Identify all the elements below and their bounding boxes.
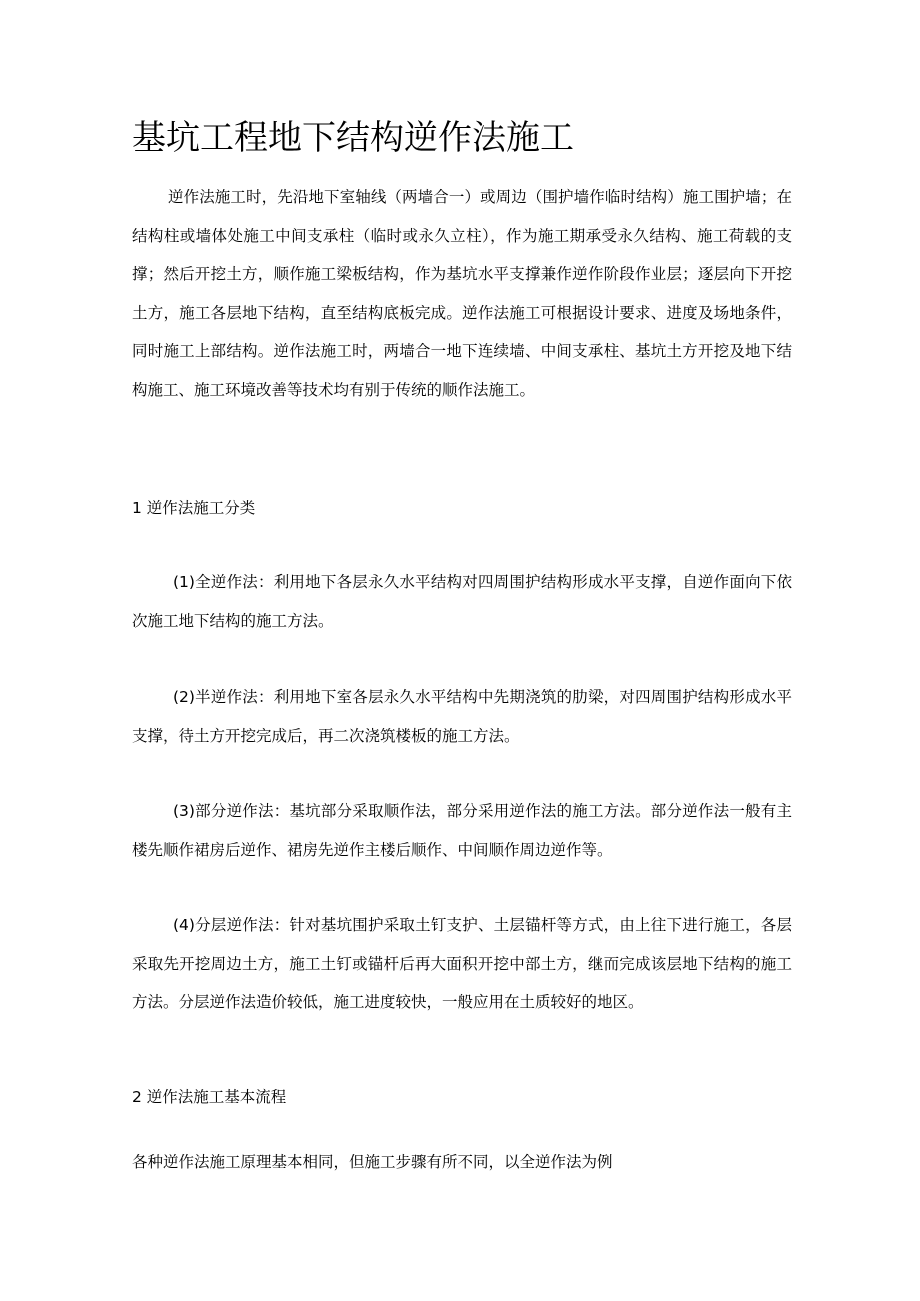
section-2-heading: 2 逆作法施工基本流程 (132, 1088, 287, 1106)
section-1-item-3: (3)部分逆作法：基坑部分采取顺作法，部分采用逆作法的施工方法。部分逆作法一般有主楼先顺作裙房后逆作、裙房先逆作主楼后顺作、中间顺作周边逆作等。 (132, 802, 792, 859)
section-1-item-2: (2)半逆作法：利用地下室各层永久水平结构中先期浇筑的肋梁，对四周围护结构形成水平支撑，待土方开挖完成后，再二次浇筑楼板的施工方法。 (132, 688, 792, 745)
page-title: 基坑工程地下结构逆作法施工 (132, 118, 574, 158)
section-1-heading: 1 逆作法施工分类 (132, 499, 256, 517)
section-1-item-1: (1)全逆作法：利用地下各层永久水平结构对四周围护结构形成水平支撑，自逆作面向下依次施工地下结构的施工方法。 (132, 573, 792, 630)
section-2-body: 各种逆作法施工原理基本相同，但施工步骤有所不同，以全逆作法为例 (132, 1153, 613, 1171)
section-1-item-4: (4)分层逆作法：针对基坑围护采取土钉支护、土层锚杆等方式，由上往下进行施工，各层采取先开挖周边土方，施工土钉或锚杆后再大面积开挖中部土方，继而完成该层地下结构的施工方法。分层逆作法造价较低，施工进度较快，一般应用在土质较好的地区。 (132, 916, 792, 1011)
intro-paragraph: 逆作法施工时，先沿地下室轴线（两墙合一）或周边（围护墙作临时结构）施工围护墙；在结构柱或墙体处施工中间支承柱（临时或永久立柱），作为施工期承受永久结构、施工荷载的支撑；然后开挖土方，顺作施工梁板结构，作为基坑水平支撑兼作逆作阶段作业层；逐层向下开挖土方，施工各层地下结构，直至结构底板完成。逆作法施工可根据设计要求、进度及场地条件，同时施工上部结构。逆作法施工时，两墙合一地下连续墙、中间支承柱、基坑土方开挖及地下结构施工、施工环境改善等技术均有别于传统的顺作法施工。 (132, 188, 792, 399)
